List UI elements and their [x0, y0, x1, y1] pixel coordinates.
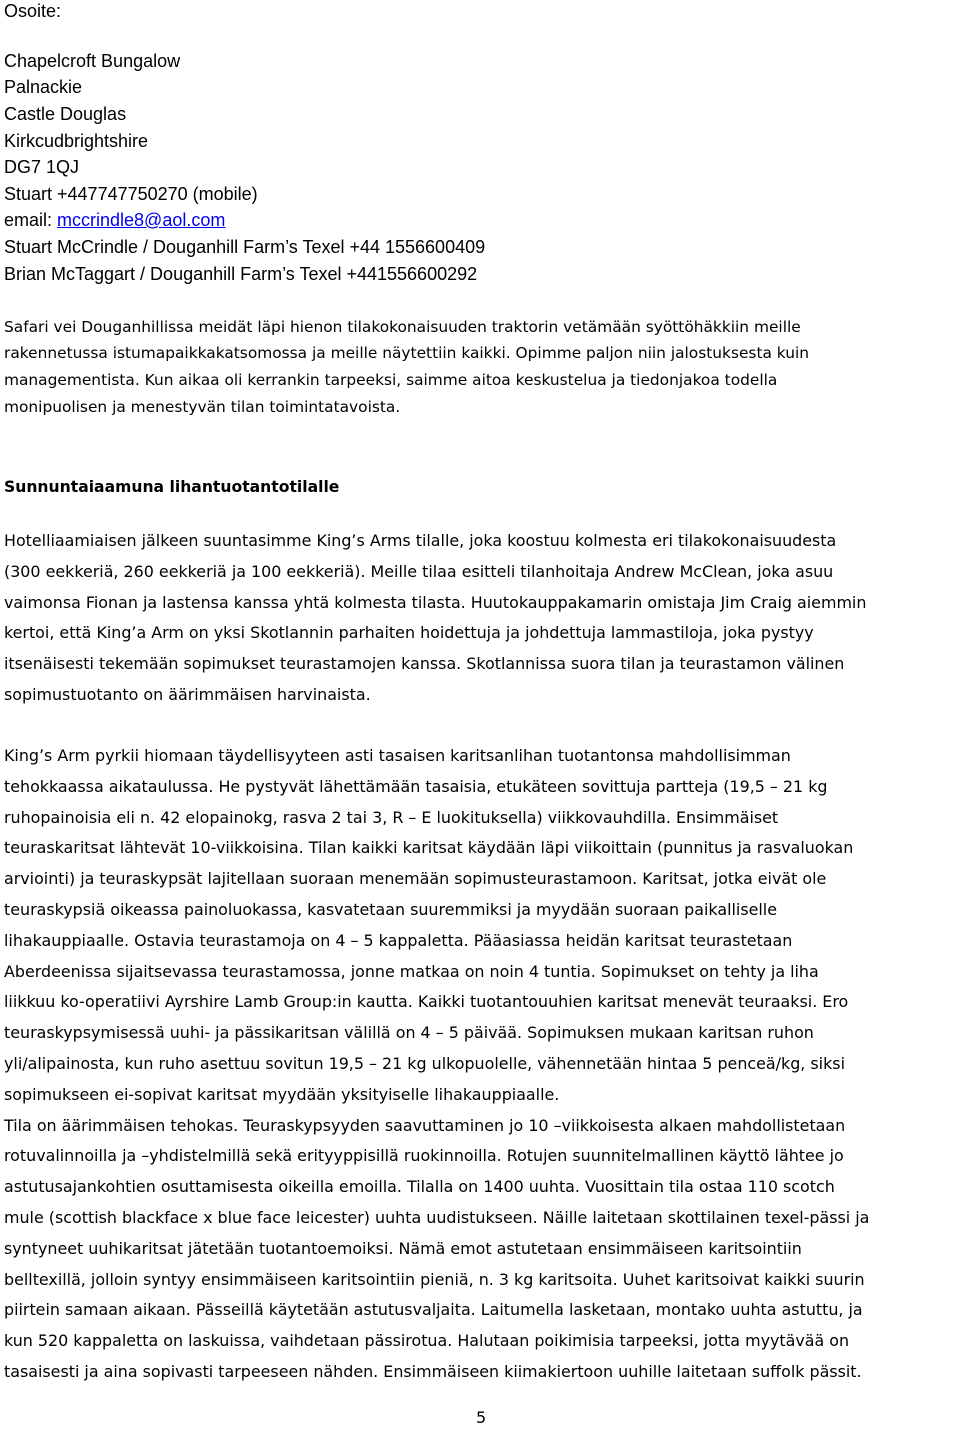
body-line: sopimustuotanto on äärimmäisen harvinaista. [4, 685, 371, 704]
body-line: Aberdeenissa sijaitsevassa teurastamossa, jonne matkaa on noin 4 tuntia. Sopimukset on tehty ja liha [4, 962, 819, 981]
intro-line: Safari vei Douganhillissa meidät läpi hienon tilakokonaisuuden traktorin vetämään syöttöhäkkiin meille [4, 318, 801, 336]
contact-line: Brian McTaggart / Douganhill Farm’s Texel +441556600292 [4, 264, 478, 284]
intro-line: managementista. Kun aikaa oli kerrankin tarpeeksi, saimme aitoa keskustelua ja tiedonjakoa todella [4, 371, 778, 389]
body-line: kertoi, että King’a Arm on yksi Skotlannin parhaiten hoidettuja ja johdettuja lammastiloja, joka pystyy [4, 623, 814, 642]
body-line: sopimukseen ei-sopivat karitsat myydään yksityiselle lihakauppiaalle. [4, 1085, 560, 1104]
body-line: itsenäisesti tekemään sopimukset teurastamojen kanssa. Skotlannissa suora tilan ja teurastamon välinen [4, 654, 845, 673]
address-line: Stuart +447747750270 (mobile) [4, 184, 258, 204]
body-line: teuraskypsymisessä uuhi- ja pässikaritsan välillä on 4 – 5 päivää. Sopimuksen mukaan karitsan ruhon [4, 1023, 814, 1042]
intro-line: rakennetussa istumapaikkakatsomossa ja meille näytettiin kaikki. Opimme paljon niin jalostuksesta kuin [4, 344, 810, 362]
page-number: 5 [476, 1408, 487, 1427]
email-line [4, 209, 225, 231]
intro-line: monipuolisen ja menestyvän tilan toimintatavoista. [4, 398, 401, 416]
body-line: ruhopainoisia eli n. 42 elopainokg, rasva 2 tai 3, R – E luokituksella) viikkovauhdilla. Ensimmäiset [4, 808, 779, 827]
address-line: Palnackie [4, 77, 83, 97]
body-line: syntyneet uuhikaritsat jätetään tuotantoemoiksi. Nämä emot astutetaan ensimmäiseen karitsointiin [4, 1239, 802, 1258]
body-line: rotuvalinnoilla ja –yhdistelmillä sekä erityyppisillä ruokinnoilla. Rotujen suunnitelmallinen käyttö lähtee jo [4, 1146, 844, 1165]
body-line: liikkuu ko-operatiivi Ayrshire Lamb Group:in kautta. Kaikki tuotantouuhien karitsat menevät teuraaksi. Ero [4, 992, 849, 1011]
address-label: Osoite: [4, 1, 62, 21]
body-line: mule (scottish blackface x blue face leicester) uuhta uudistukseen. Näille laitetaan skottilainen texel-pässi ja [4, 1208, 870, 1227]
body-line: tasaisesti ja aina sopivasti tarpeeseen nähden. Ensimmäiseen kiimakiertoon uuhille laitetaan suffolk pässit. [4, 1362, 862, 1381]
body-line: King’s Arm pyrkii hiomaan täydellisyyteen asti tasaisen karitsanlihan tuotantonsa mahdollisimman [4, 746, 791, 765]
email-label: email: [4, 210, 58, 230]
body-line: kun 520 kappaletta on laskuissa, vaihdetaan pässirotua. Halutaan poikimisia tarpeeksi, jotta myytävää on [4, 1331, 850, 1350]
address-line: DG7 1QJ [4, 157, 80, 177]
body-line: belltexillä, jolloin syntyy ensimmäiseen karitsointiin pieniä, n. 3 kg karitsoita. Uuhet karitsoivat kaikki suurin [4, 1270, 865, 1289]
body-line: vaimonsa Fionan ja lastensa kanssa yhtä kolmesta tilasta. Huutokauppakamarin omistaja Jim Craig aiemmin [4, 593, 867, 612]
body-line: teuraskaritsat lähtevät 10-viikkoisina. Tilan kaikki karitsat käydään läpi viikoittain (punnitus ja rasvaluokan [4, 838, 854, 857]
address-line: Castle Douglas [4, 104, 127, 124]
body-line: astutusajankohtien osuttamisesta oikeilla emoilla. Tilalla on 1400 uuhta. Vuosittain tila ostaa 110 scotch [4, 1177, 835, 1196]
address-line: Kirkcudbrightshire [4, 131, 149, 151]
body-line: lihakauppiaalle. Ostavia teurastamoja on 4 – 5 kappaletta. Pääasiassa heidän karitsat teurastetaan [4, 931, 793, 950]
address-line: Chapelcroft Bungalow [4, 51, 181, 71]
body-line: Hotelliaamiaisen jälkeen suuntasimme King’s Arms tilalle, joka koostuu kolmesta eri tilakokonaisuudesta [4, 531, 837, 550]
contact-line: Stuart McCrindle / Douganhill Farm’s Texel +44 1556600409 [4, 237, 486, 257]
body-line: Tila on äärimmäisen tehokas. Teuraskypsyyden saavuttaminen jo 10 –viikkoisesta alkaen mahdollistetaan [4, 1116, 846, 1135]
body-line: yli/alipainosta, kun ruho asettuu sovitun 19,5 – 21 kg ulkopuolelle, vähennetään hintaa 5 penceä/kg, siksi [4, 1054, 845, 1073]
body-line: arviointi) ja teuraskypsät lajitellaan suoraan menemään sopimusteurastamoon. Karitsat, jotka eivät ole [4, 869, 827, 888]
body-line: tehokkaassa aikataulussa. He pystyvät lähettämään tasaisia, etukäteen sovittuja partteja (19,5 – 21 kg [4, 777, 828, 796]
body-line: piirtein samaan aikaan. Pässeillä käytetään astutusvaljaita. Laitumella lasketaan, montako uuhta astuttu, ja [4, 1300, 863, 1319]
body-line: (300 eekkeriä, 260 eekkeriä ja 100 eekkeriä). Meille tilaa esitteli tilanhoitaja Andrew McClean, joka asuu [4, 562, 834, 581]
body-line: teuraskypsiä oikeassa painoluokassa, kasvatetaan suuremmiksi ja myydään suoraan paikalliselle [4, 900, 777, 919]
email-link[interactable]: mccrindle8@aol.com [57, 210, 226, 230]
section-heading-text: Sunnuntaiaamuna lihantuotantotilalle [4, 478, 340, 496]
